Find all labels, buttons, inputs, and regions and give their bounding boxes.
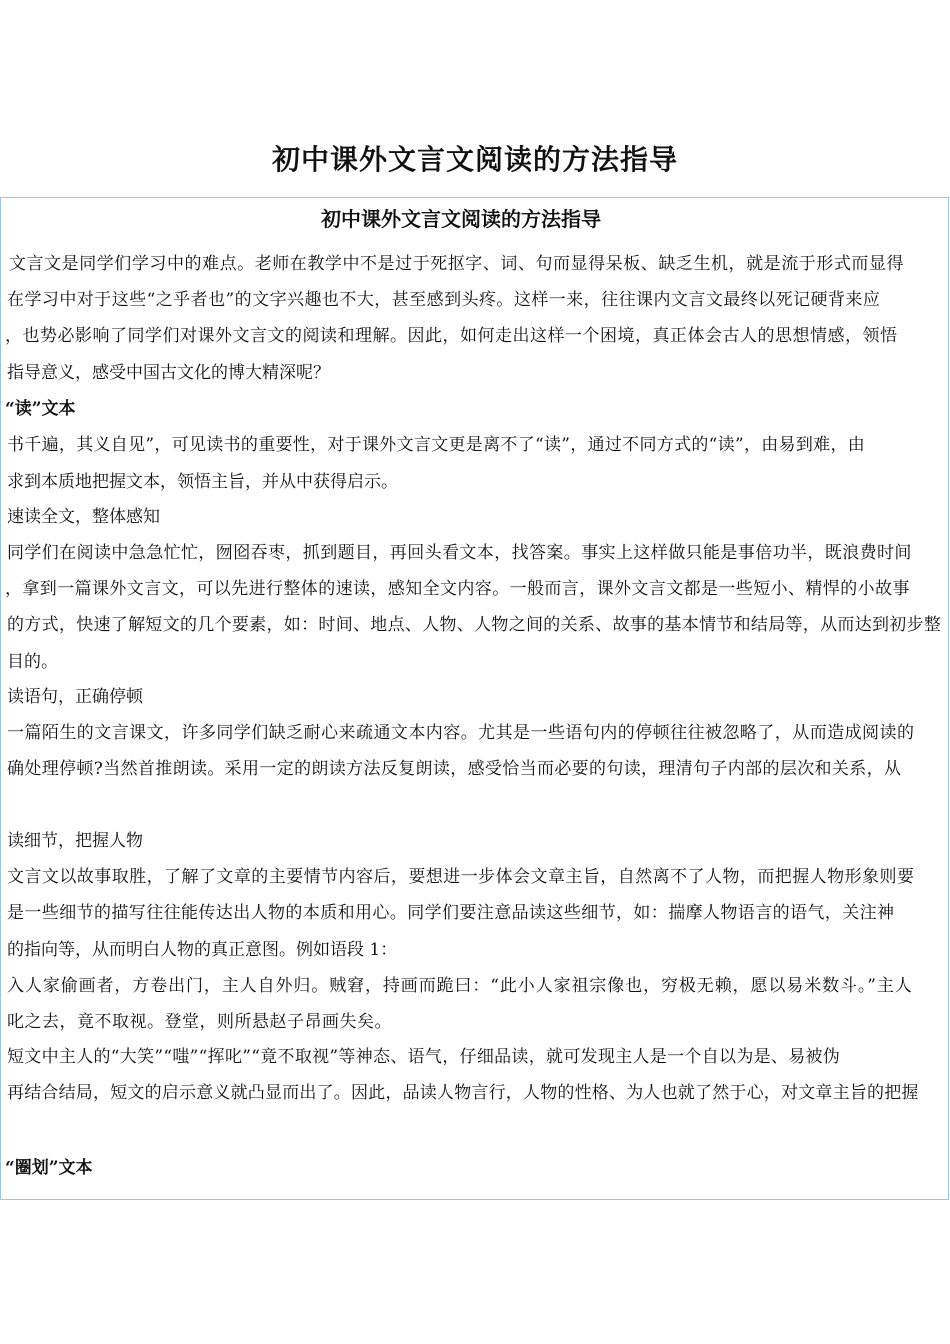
paragraph-line: 确处理停顿?当然首推朗读。采用一定的朗读方法反复朗读，感受恰当而必要的句读，理清句子内部的层次和关系，从 [7, 759, 902, 779]
subsection-heading: 速读全文，整体感知 [7, 507, 160, 527]
paragraph-line: 指导意义，感受中国古文化的博大精深呢？ [7, 363, 330, 383]
page-title: 初中课外文言文阅读的方法指导 [271, 143, 678, 176]
paragraph-line: 求到本质地把握文本，领悟主旨，并从中获得启示。 [7, 472, 398, 492]
quote-line: 叱之去，竟不取视。登堂，则所悬赵子昂画失矣。 [7, 1012, 392, 1032]
paragraph-line: 的方式，快速了解短文的几个要素，如：时间、地点、人物、人物之间的关系、故事的基本情节和结局等，从而达到初步整 [7, 615, 942, 635]
paragraph-line: 的指向等，从而明白人物的真正意图。例如语段 1： [7, 940, 398, 960]
subsection-heading: 读细节，把握人物 [7, 831, 143, 851]
section-heading: “圈划”文本 [5, 1158, 93, 1178]
paragraph-line: 书千遍，其义自见”，可见读书的重要性，对于课外文言文更是离不了“读”，通过不同方式的“读”，由易到难，由 [7, 435, 866, 455]
paragraph-line: 文言文以故事取胜，了解了文章的主要情节内容后，要想进一步体会文章主旨，自然离不了人物，而把握人物形象则要 [7, 867, 915, 887]
subsection-heading: 读语句，正确停顿 [7, 687, 143, 707]
paragraph-line: 短文中主人的“大笑”“嗤”“挥叱”“竟不取视”等神态、语气，仔细品读，就可发现主人是一个自以为是、易被伪 [7, 1047, 841, 1067]
document-content-box [0, 197, 949, 1200]
paragraph-line: 文言文是同学们学习中的难点。老师在教学中不是过于死抠字、词、句而显得呆板、缺乏生机，就是流于形式而显得 [9, 254, 905, 274]
quote-line: 入人家偷画者，方卷出门，主人自外归。贼窘，持画而跪曰：“此小人家祖宗像也，穷极无赖，愿以易米数斗。”主人 [7, 976, 913, 996]
paragraph-line: 同学们在阅读中急急忙忙，囫囵吞枣，抓到题目，再回头看文本，找答案。事实上这样做只能是事倍功半，既浪费时间 [7, 543, 912, 563]
paragraph-line: 目的。 [7, 652, 58, 672]
paragraph-line: ，也势必影响了同学们对课外文言文的阅读和理解。因此，如何走出这样一个困境，真正体会古人的思想情感，领悟 [5, 326, 898, 346]
paragraph-line: 在学习中对于这些“之乎者也”的文字兴趣也不大，甚至感到头疼。这样一来，往往课内文言文最终以死记硬背来应 [7, 290, 881, 310]
paragraph-line: ，拿到一篇课外文言文，可以先进行整体的速读，感知全文内容。一般而言，课外文言文都是一些短小、精悍的小故事 [5, 579, 910, 599]
inner-title: 初中课外文言文阅读的方法指导 [321, 207, 601, 231]
section-heading: “读”文本 [5, 399, 76, 419]
paragraph-line: 再结合结局，短文的启示意义就凸显而出了。因此，品读人物言行，人物的性格、为人也就了然于心，对文章主旨的把握 [7, 1083, 919, 1103]
paragraph-line: 一篇陌生的文言课文，许多同学们缺乏耐心来疏通文本内容。尤其是一些语句内的停顿往往被忽略了，从而造成阅读的 [7, 723, 915, 743]
paragraph-line: 是一些细节的描写往往能传达出人物的本质和用心。同学们要注意品读这些细节，如：揣摩人物语言的语气，关注神 [7, 903, 895, 923]
